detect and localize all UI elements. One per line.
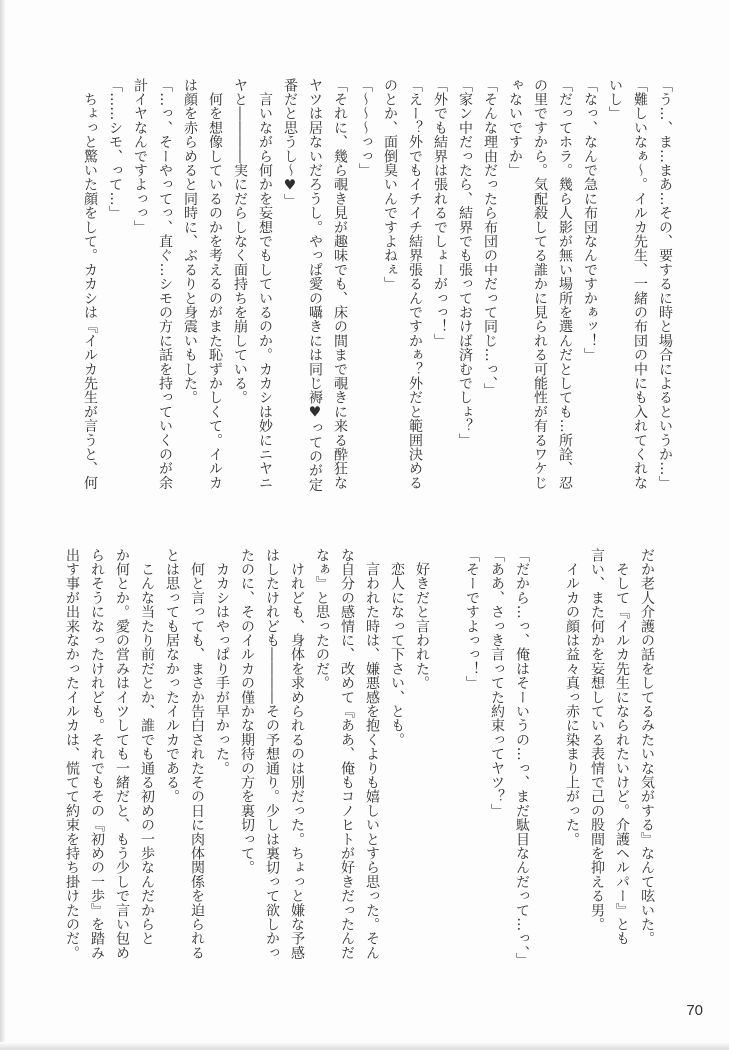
text-line: 「えー？外でもイチイチ結界張るんですかぁ？外だと範囲決める — [407, 78, 423, 490]
text-block-bottom — [59, 548, 659, 988]
text-line: だか老人介護の話をしてるみたいな気がする』なんて呟いた。 — [639, 548, 655, 946]
text-line: 「外でも結界は張れるでしょーがっっ！」 — [432, 78, 448, 348]
text-line: とは思っても居なかったイルカである。 — [164, 548, 180, 804]
text-line: か何とか。愛の営みはイツしても一緒だと、もう少しで言い包め — [114, 548, 130, 960]
text-line: 言いながら何かを妄想でもしているのか。カカシは妙にニヤニ — [257, 78, 273, 490]
text-block-top — [77, 78, 677, 518]
text-line: ヤと――――実にだらしなく面持ちを崩している。 — [232, 78, 248, 405]
scan-edge-bottom — [0, 1042, 729, 1050]
text-line: 何を想像しているのかを考えるのがまた恥ずかしくて。イルカ — [207, 78, 223, 490]
text-line: 「だから…っ、俺はそーいうの…っ、まだ駄目なんだって…っ、」 — [514, 548, 530, 967]
text-line: 「……シモ、って…」 — [107, 78, 123, 220]
scan-edge-left — [0, 0, 6, 1050]
text-line: 言い、また何かを妄想している表情で己の股間を抑える男。 — [589, 548, 605, 932]
text-line: いし」 — [607, 78, 623, 121]
text-line: なぁ』と思ったのだ。 — [314, 548, 330, 690]
text-line: 何と言っても、まさか告白されたその日に肉体関係を迫られる — [189, 548, 205, 960]
text-line: のとか、面倒臭いんですよねぇ」 — [382, 78, 398, 291]
text-line: カカシはやっぱり手が早かった。 — [214, 548, 230, 776]
text-line — [434, 548, 459, 988]
text-line: たのに、そのイルカの僅かな期待の方を裏切って。 — [239, 548, 255, 875]
text-line: 番だと思うし～♥」 — [282, 78, 298, 208]
text-line: 「そんな理由だったら布団の中だって同じ…っ、」 — [482, 78, 498, 398]
text-line: 出す事が出来なかったイルカは、慌てて約束を持ち掛けたのだ。 — [64, 548, 80, 960]
text-line: はしたけれども――――その予想通り。少しは裏切って欲しかっ — [264, 548, 280, 960]
text-line: 「～～～っっ」 — [357, 78, 373, 178]
text-line: 「それに、幾ら覗き見が趣味でも、床の間まで覗きに来る酔狂な — [332, 78, 348, 490]
text-line: 「難しいなぁ～。イルカ先生、一緒の布団の中にも入れてくれな — [632, 78, 648, 490]
text-line: 「そーですよっっ！」 — [464, 548, 480, 690]
text-line: ちょっと驚いた顔をして。カカシは『イルカ先生が言うと、何 — [82, 78, 98, 490]
text-line: 「…っ、そーやってっ、直ぐ…シモの方に話を持っていくのが余 — [157, 78, 173, 490]
text-line: の里ですから。気配殺してる誰かに見られる可能性が有るワケじ — [532, 78, 548, 490]
text-line: 言われた時は、嫌悪感を抱くよりも嬉しいとすら思った。そん — [364, 548, 380, 960]
text-line: そして『イルカ先生になられたいけど。介護ヘルパー』とも — [614, 548, 630, 946]
text-line: 恋人になって下さい、とも。 — [389, 548, 405, 747]
text-line: ゃないですか」 — [507, 78, 523, 178]
text-line: 「う…、ま…まあ…その、要するに時と場合によるというか…」 — [657, 78, 673, 490]
text-line: 「ああ、さっき言ってた約束ってヤツ？」 — [489, 548, 505, 818]
text-line: 「なっ、なんで急に布団なんですかぁッ！」 — [582, 78, 598, 362]
text-line: 計イヤなんですよっっ」 — [132, 78, 148, 235]
text-line: 「家ン中だったら、結界でも張っておけば済むでしょ？」 — [457, 78, 473, 448]
text-line: こんな当たり前だとか、誰でも通る初めの一歩なんだからと — [139, 548, 155, 946]
text-line: られそうになったけれども。それでもその『初めの一歩』を踏み — [89, 548, 105, 960]
text-line: イルカの顔は益々真っ赤に染まり上がった。 — [564, 548, 580, 847]
page-number: 70 — [686, 1002, 703, 1019]
text-line: けれども、身体を求められるのは別だった。ちょっと嫌な予感 — [289, 548, 305, 960]
text-line — [534, 548, 559, 988]
text-line: な自分の感情に、改めて『ああ、俺もコノヒトが好きだったんだ — [339, 548, 355, 960]
text-line: 好きだと言われた。 — [414, 548, 430, 690]
text-line: ヤツは居ないだろうし。やっぱ愛の囁きには同じ褥♥ってのが定 — [307, 78, 323, 492]
text-line: 「だってホラ。幾ら人影が無い場所を選んだとしても…所詮、忍 — [557, 78, 573, 490]
text-line: は顔を赤らめると同時に、ぶるりと身震いもした。 — [182, 78, 198, 405]
